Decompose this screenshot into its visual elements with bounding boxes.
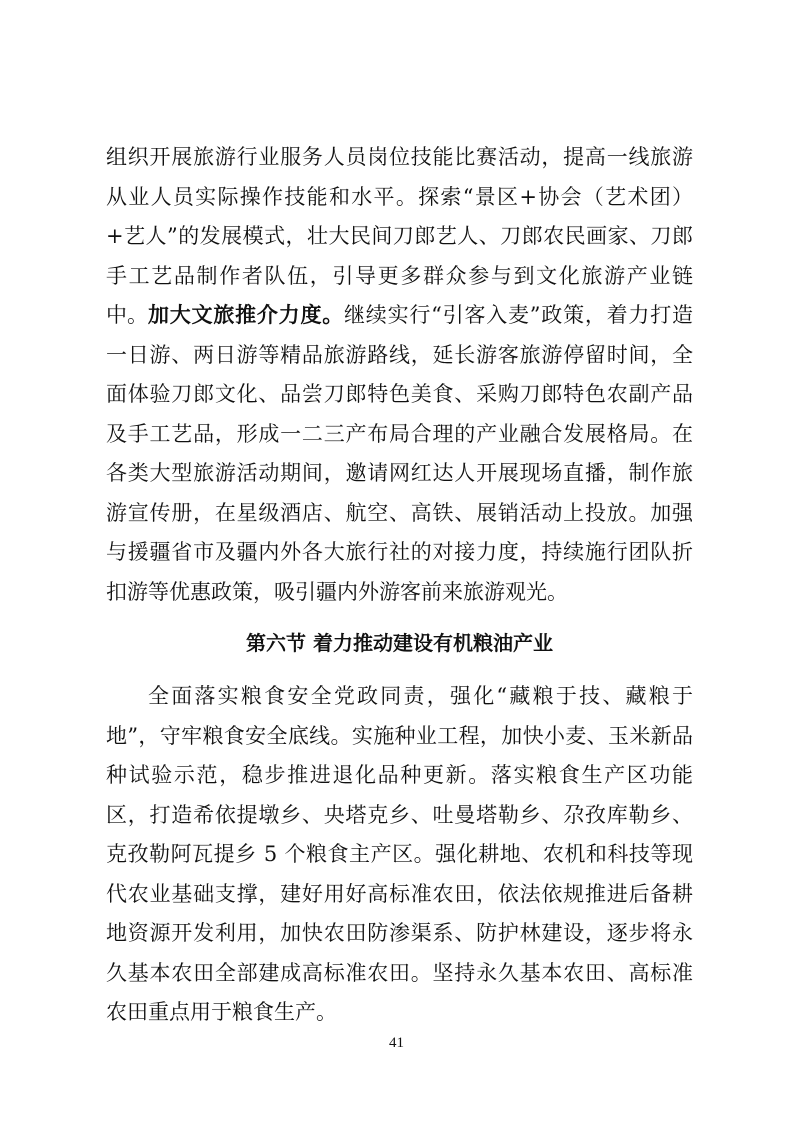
paragraph-grain-security: 全面落实粮食安全党政同责，强化“藏粮于技、藏粮于地”，守牢粮食安全底线。实施种业工程，加快小麦、玉米新品种试验示范，稳步推进退化品种更新。落实粮食生产区功能区，打造希依提墩乡、央塔克乡、吐曼塔勒乡、尕孜库勒乡、克孜勒阿瓦提乡 5 个粮食主产区。强化耕地、农机和科技等现代农业基础支撑，建好用好高标准农田，依法依规推进后备耕地资源开发利用，加快农田防渗渠系、防护林建设，逐步将永久基本农田全部建成高标准农田。坚持永久基本农田、高标准农田重点用于粮食生产。 <box>106 684 693 1024</box>
paragraph-tourism-training: 组织开展旅游行业服务人员岗位技能比赛活动，提高一线旅游从业人员实际操作技能和水平。探索“景区+协会（艺术团）+艺人”的发展模式，壮大民间刀郎艺人、刀郎农民画家、刀郎手工艺品制作者队伍，引导更多群众参与到文化旅游产业链中。 <box>106 145 693 327</box>
paragraph-body-text: 继续实行“引客入麦”政策，着力打造一日游、两日游等精品旅游路线，延长游客旅游停留时间，全面体验刀郎文化、品尝刀郎特色美食、采购刀郎特色农副产品及手工艺品，形成一二三产布局合理的产业融合发展格局。在各类大型旅游活动期间，邀请网红达人开展现场直播，制作旅游宣传册，在星级酒店、航空、高铁、展销活动上投放。加强与援疆省市及疆内外各大旅行社的对接力度，持续施行团队折扣游等优惠政策，吸引疆内外游客前来旅游观光。 <box>106 303 693 604</box>
section-title: 第六节 着力推动建设有机粮油产业 <box>246 631 553 655</box>
page-number: 41 <box>389 1035 404 1051</box>
paragraph-lead-heading: 加大文旅推介力度。 <box>148 303 345 327</box>
paragraph-tourism-promotion <box>106 296 693 612</box>
